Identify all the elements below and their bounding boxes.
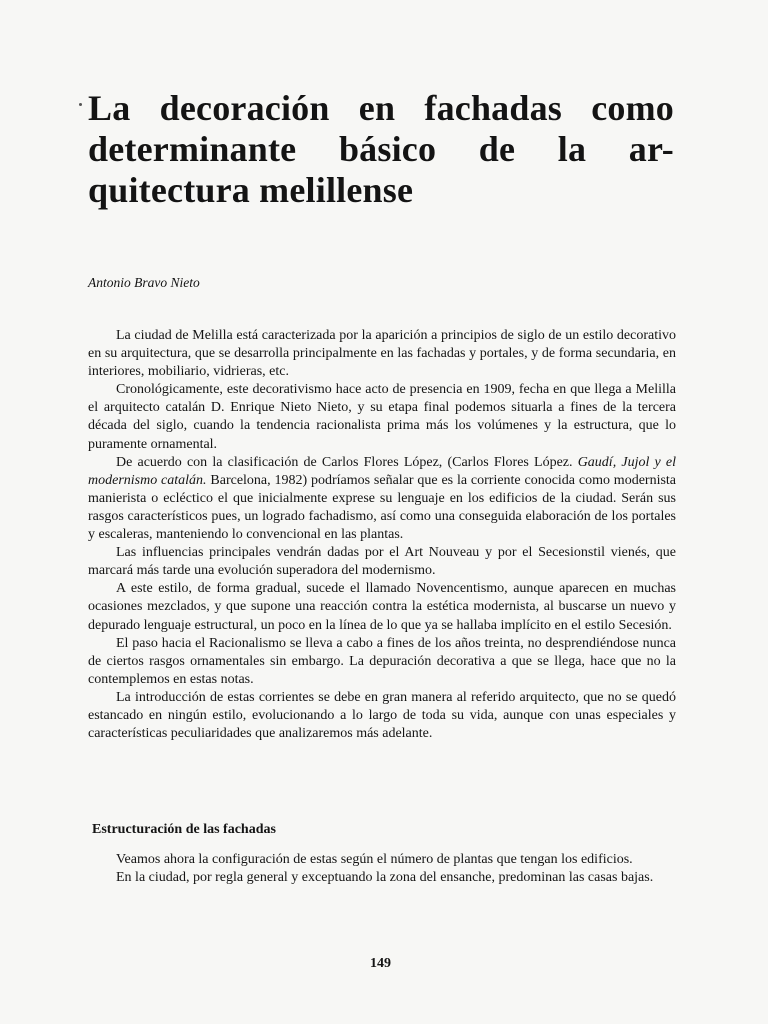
section-paragraph-1: Veamos ahora la configuración de estas según el número de plantas que tengan los edificios. [116,852,633,867]
title-line-3: quitectura melillense [88,170,414,210]
author-name: Antonio Bravo Nieto [88,275,200,290]
paragraph-6: El paso hacia el Racionalismo se lleva a cabo a fines de los años treinta, no desprendiéndose nunca de ciertos rasgos ornamentales sin embargo. La depuración decorativa a que se llega, hace que no la contemplemos en estas notas. [88,635,676,687]
paragraph-5: A este estilo, de forma gradual, sucede el llamado Novencentismo, aunque aparecen en muchas ocasiones mezclados, y que supone una reacción contra la estética modernista, al buscarse un nuevo y depurado lenguaje estructural, un poco en la línea de lo que ya se hallaba implícito en el estilo Secesión. [88,581,676,633]
section-body [88,851,676,888]
page-number: 149 [370,956,391,971]
paragraph-3 [88,454,676,544]
paragraph-3-lead: De acuerdo con la clasificación de Carlos Flores López, (Carlos Flores López. [116,454,578,470]
article-body [88,327,676,743]
title-line-2: determinante básico de la ar- [88,129,674,169]
scan-speck [79,103,82,106]
paragraph-4: Las influencias principales vendrán dadas por el Art Nouveau y por el Secesionstil vienés, que marcará más tarde una evolución superadora del modernismo. [88,545,676,579]
paragraph-2: Cronológicamente, este decorativismo hace acto de presencia en 1909, fecha en que llega a Melilla el arquitecto catalán D. Enrique Nieto Nieto, y su etapa final podemos situarla a fines de la tercera década del siglo, cuando la tendencia racionalista prima más los volúmenes y la estructura, que lo puramente ornamental. [88,382,676,452]
article-title [88,88,674,211]
title-line-1: La decoración en fachadas como [88,88,674,128]
section-paragraph-2: En la ciudad, por regla general y exceptuando la zona del ensanche, predominan las casas bajas. [116,870,654,886]
paragraph-1: La ciudad de Melilla está caracterizada por la aparición a principios de siglo de un estilo decorativo en su arquitectura, que se desarrolla principalmente en las fachadas y portales, y de forma secundaria, en interiores, mobiliario, vidrieras, etc. [88,328,676,380]
paragraph-3-rest: Barcelona, 1982) podríamos señalar que es la corriente conocida como modernista manierista o ecléctico el que inicialmente exprese su lenguaje en los edificios de la ciudad. Serán sus rasgos característicos pues, un logrado fachadismo, así como una conseguida elaboración de los portales y escaleras, manteniendo lo convencional en las plantas. [88,472,677,543]
paragraph-7: La introducción de estas corrientes se debe en gran manera al referido arquitecto, que no se quedó estancado en ningún estilo, evolucionando a lo largo de toda su vida, aunque con unas especiales y características peculiaridades que analizaremos más adelante. [88,689,676,742]
cited-book-title: Gaudí, Jujol y el modernismo catalán. [88,454,677,488]
section-heading: Estructuración de las fachadas [92,822,276,837]
